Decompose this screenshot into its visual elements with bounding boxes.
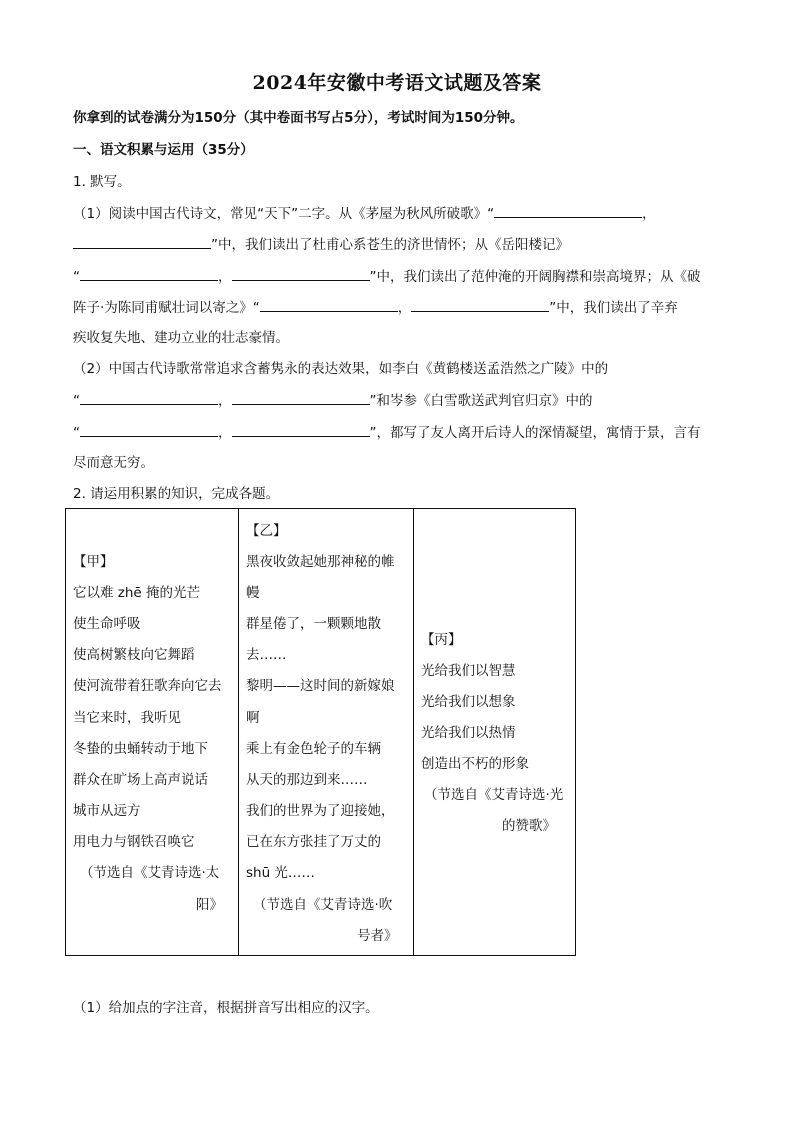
- answer-blank[interactable]: [494, 203, 642, 218]
- q1-part1-line4: 阵子·为陈同甫赋壮词以寄之》“ ， ”中，我们读出了辛弃: [73, 297, 678, 318]
- poem-jia-line: 冬蛰的虫蛹转动于地下: [73, 741, 208, 757]
- exam-intro: 你拿到的试卷满分为150分（其中卷面书写占5分），考试时间为150分钟。: [73, 110, 524, 126]
- poem-yi-source: （节选自《艾青诗选·吹: [253, 897, 393, 913]
- poem-bing-line: 光给我们以智慧: [421, 663, 516, 679]
- poem-jia-line: 【甲】: [73, 554, 114, 570]
- answer-blank[interactable]: [232, 390, 370, 405]
- poem-jia-line: 城市从远方: [73, 803, 141, 819]
- poem-bing-line: 【丙】: [421, 632, 462, 648]
- poem-yi-line: 去……: [246, 647, 287, 663]
- answer-blank[interactable]: [80, 266, 218, 281]
- poem-jia-line: 它以难 zhē 掩的光芒: [73, 585, 201, 601]
- poem-yi-source: 号者》: [357, 928, 398, 944]
- poem-yi-line: 幔: [246, 585, 260, 601]
- q1-part2-line4: 尽而意无穷。: [73, 455, 154, 471]
- question-1-heading: 1. 默写。: [73, 174, 131, 190]
- poem-jia-line: 使高树繁枝向它舞蹈: [73, 647, 195, 663]
- poem-jia-line: 使生命呼吸: [73, 616, 141, 632]
- q1-part2-line2: “ ， ”和岑参《白雪歌送武判官归京》中的: [73, 390, 593, 411]
- poem-jia-line: 群众在旷场上高声说话: [73, 772, 208, 788]
- poem-yi-line: shū 光……: [246, 865, 315, 881]
- poem-bing-source: （节选自《艾青诗选·光: [424, 787, 564, 803]
- q1-part1-line5: 疾收复失地、建功立业的壮志豪情。: [73, 330, 289, 346]
- q1-part2-line3: “ ， ”，都写了友人离开后诗人的深情凝望，寓情于景，言有: [73, 422, 701, 443]
- poem-jia-line: 使河流带着狂歌奔向它去: [73, 678, 222, 694]
- poem-yi-cell: [239, 509, 414, 956]
- poem-yi-line: 黎明——这时间的新嫁娘: [246, 678, 395, 694]
- section-heading: 一、语文积累与运用（35分）: [73, 142, 254, 158]
- answer-blank[interactable]: [232, 266, 370, 281]
- poem-yi-line: 乘上有金色轮子的车辆: [246, 741, 381, 757]
- poem-jia-source: （节选自《艾青诗选·太: [80, 865, 220, 881]
- answer-blank[interactable]: [80, 390, 218, 405]
- answer-blank[interactable]: [260, 297, 398, 312]
- poem-yi-line: 啊: [246, 710, 260, 726]
- poem-yi-line: 我们的世界为了迎接她，: [246, 803, 395, 819]
- q1-part1-line2: ”中，我们读出了杜甫心系苍生的济世情怀；从《岳阳楼记》: [73, 234, 569, 255]
- poem-bing-source: 的赞歌》: [502, 818, 556, 834]
- answer-blank[interactable]: [80, 422, 218, 437]
- q1-part1-line1: （1）阅读中国古代诗文，常见“天下”二字。从《茅屋为秋风所破歌》“ ，: [73, 203, 656, 224]
- poem-yi-line: 已在东方张挂了万丈的: [246, 834, 381, 850]
- poem-jia-line: 用电力与钢铁召唤它: [73, 834, 195, 850]
- poem-bing-line: 创造出不朽的形象: [421, 756, 529, 772]
- answer-blank[interactable]: [232, 422, 370, 437]
- poem-jia-source: 阳》: [196, 897, 223, 913]
- poem-jia-line: 当它来时，我听见: [73, 710, 181, 726]
- poem-yi-line: 【乙】: [246, 523, 287, 539]
- q1-part1-line3: “ ， ”中，我们读出了范仲淹的开阔胸襟和崇高境界；从《破: [73, 266, 701, 287]
- q1-part2-line1: （2）中国古代诗歌常常追求含蓄隽永的表达效果，如李白《黄鹤楼送孟浩然之广陵》中的: [73, 361, 609, 377]
- page-title: 2024年安徽中考语文试题及答案: [252, 72, 542, 94]
- answer-blank[interactable]: [411, 297, 549, 312]
- poems-table: [65, 508, 576, 956]
- poem-bing-line: 光给我们以想象: [421, 694, 516, 710]
- q2-subquestion-1: （1）给加点的字注音，根据拼音写出相应的汉字。: [73, 1000, 379, 1016]
- poem-yi-line: 黑夜收敛起她那神秘的帷: [246, 554, 395, 570]
- poem-yi-line: 从天的那边到来……: [246, 772, 368, 788]
- poem-yi-line: 群星倦了，一颗颗地散: [246, 616, 381, 632]
- answer-blank[interactable]: [73, 234, 211, 249]
- question-2-heading: 2. 请运用积累的知识，完成各题。: [73, 486, 280, 502]
- poem-bing-line: 光给我们以热情: [421, 725, 516, 741]
- poem-bing-cell: [414, 509, 576, 956]
- poem-jia-cell: [66, 509, 239, 956]
